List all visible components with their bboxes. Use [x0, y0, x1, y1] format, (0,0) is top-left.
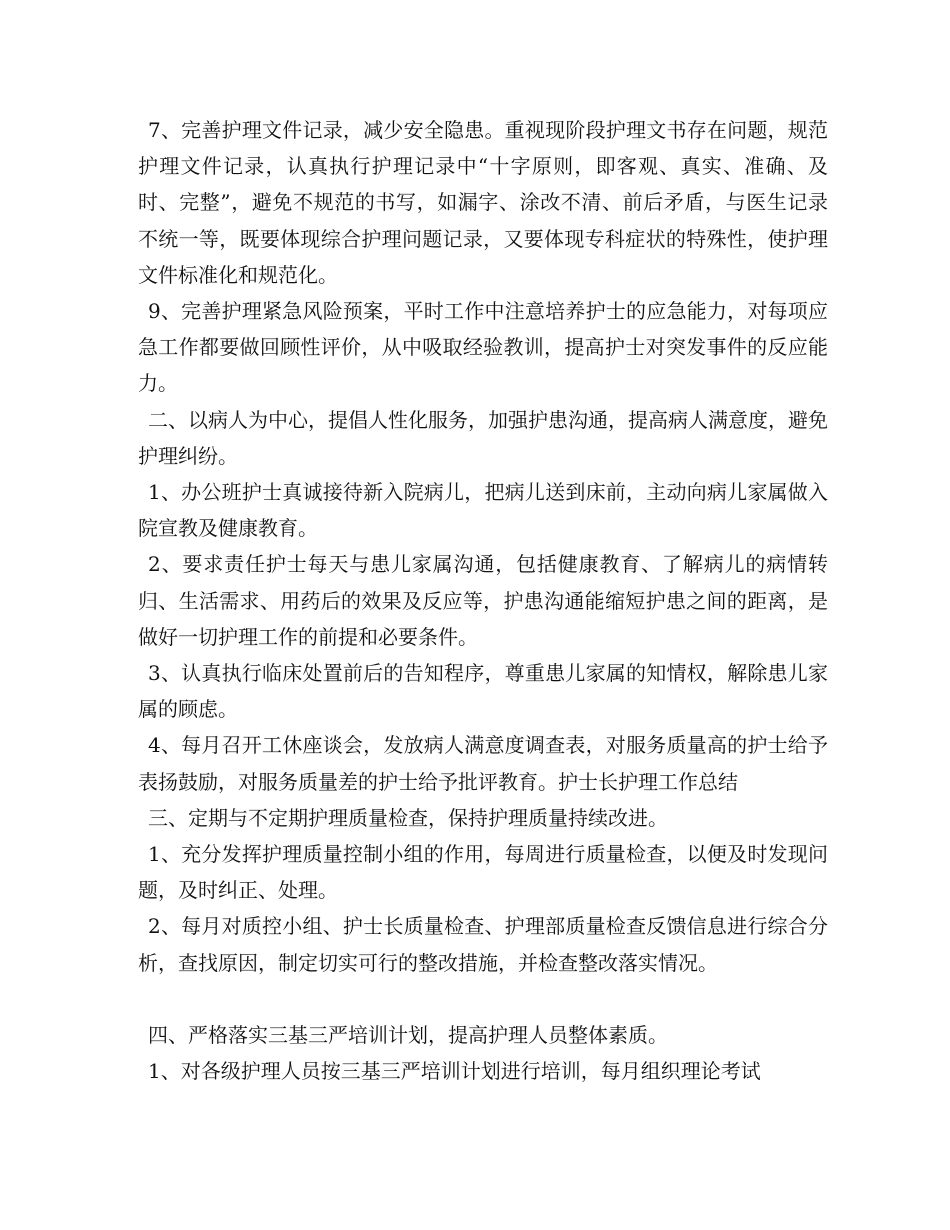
document-body [138, 112, 828, 1089]
paragraph-item-2-4: 4、每月召开工休座谈会，发放病人满意度调查表，对服务质量高的护士给予表扬鼓励，对服务质量差的护士给予批评教育。护士长护理工作总结 [138, 733, 828, 794]
paragraph-item-2-1: 1、办公班护士真诚接待新入院病儿，把病儿送到床前，主动向病儿家属做入院宣教及健康教育。 [138, 480, 828, 541]
paragraph-item-2-2: 2、要求责任护士每天与患儿家属沟通，包括健康教育、了解病儿的病情转归、生活需求、用药后的效果及反应等，护患沟通能缩短护患之间的距离，是做好一切护理工作的前提和必要条件。 [138, 552, 828, 649]
blank-line [138, 981, 828, 1017]
paragraph-item-9: 9、完善护理紧急风险预案，平时工作中注意培养护士的应急能力，对每项应急工作都要做回顾性评价，从中吸取经验教训，提高护士对突发事件的反应能力。 [138, 299, 828, 396]
paragraph-item-3-1: 1、充分发挥护理质量控制小组的作用，每周进行质量检查，以便及时发现问题，及时纠正、处理。 [138, 842, 828, 903]
section-heading-3: 三、定期与不定期护理质量检查，保持护理质量持续改进。 [148, 805, 668, 830]
paragraph-item-4-1: 1、对各级护理人员按三基三严培训计划进行培训，每月组织理论考试 [148, 1059, 761, 1084]
paragraph-item-3-2: 2、每月对质控小组、护士长质量检查、护理部质量检查反馈信息进行综合分析，查找原因，制定切实可行的整改措施，并检查整改落实情况。 [138, 914, 828, 975]
paragraph-item-2-3: 3、认真执行临床处置前后的告知程序，尊重患儿家属的知情权，解除患儿家属的顾虑。 [138, 661, 828, 722]
section-heading-4: 四、严格落实三基三严培训计划，提高护理人员整体素质。 [148, 1022, 668, 1047]
section-heading-2: 二、以病人为中心，提倡人性化服务，加强护患沟通，提高病人满意度，避免护理纠纷。 [138, 407, 828, 468]
paragraph-item-7: 7、完善护理文件记录，减少安全隐患。重视现阶段护理文书存在问题，规范护理文件记录，认真执行护理记录中“十字原则，即客观、真实、准确、及时、完整”，避免不规范的书写，如漏字、涂改不清、前后矛盾，与医生记录不统一等，既要体现综合护理问题记录，又要体现专科症状的特殊性，使护理文件标准化和规范化。 [138, 118, 828, 287]
